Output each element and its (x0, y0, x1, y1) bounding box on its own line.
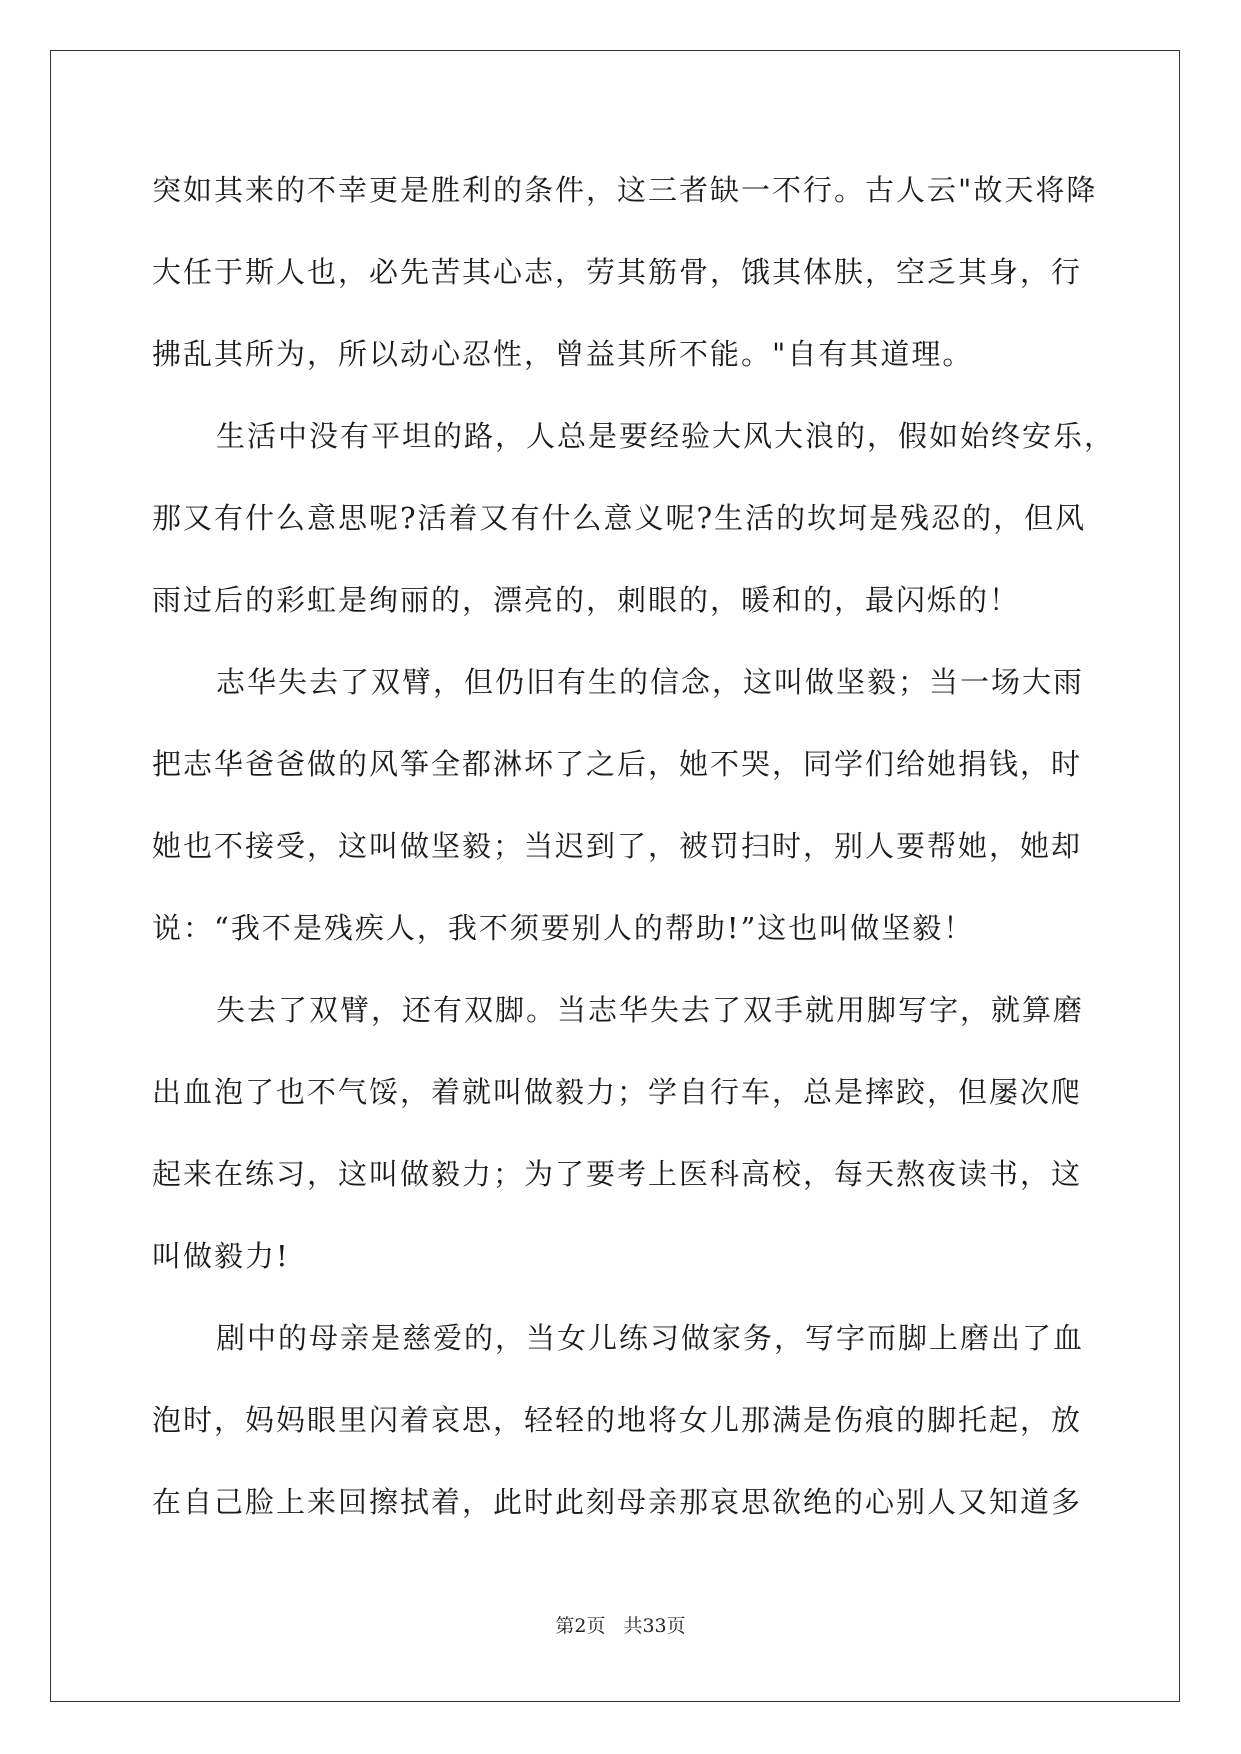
text-line: 在自己脸上来回擦拭着，此时此刻母亲那哀思欲绝的心别人又知道多 (152, 1485, 1083, 1519)
paragraph-first-line: 剧中的母亲是慈爱的，当女儿练习做家务，写字而脚上磨出了血 (216, 1321, 1085, 1355)
page-total: 共33页 (623, 1615, 686, 1637)
text-line: 她也不接受，这叫做坚毅；当迟到了，被罚扫时，别人要帮她，她却 (152, 829, 1083, 863)
page-footer (0, 1614, 1241, 1638)
paragraph-first-line: 生活中没有平坦的路，人总是要经验大风大浪的，假如始终安乐， (216, 419, 1116, 453)
text-line: 拂乱其所为，所以动心忍性，曾益其所不能。"自有其道理。 (152, 337, 974, 371)
text-line: 把志华爸爸做的风筝全都淋坏了之后，她不哭，同学们给她捐钱，时 (152, 747, 1083, 781)
text-line: 说：“我不是残疾人，我不须要别人的帮助!”这也叫做坚毅！ (152, 911, 975, 945)
text-line: 起来在练习，这叫做毅力；为了要考上医科高校，每天熬夜读书，这 (152, 1157, 1083, 1191)
page-number: 第2页 (555, 1615, 606, 1637)
text-line: 雨过后的彩虹是绚丽的，漂亮的，刺眼的，暖和的，最闪烁的！ (152, 583, 1021, 617)
text-line: 突如其来的不幸更是胜利的条件，这三者缺一不行。古人云"故天将降 (152, 173, 1098, 207)
text-line: 出血泡了也不气馁，着就叫做毅力；学自行车，总是摔跤，但屡次爬 (152, 1075, 1083, 1109)
paragraph-first-line: 志华失去了双臂，但仍旧有生的信念，这叫做坚毅；当一场大雨 (216, 665, 1085, 699)
text-line: 叫做毅力! (152, 1239, 290, 1273)
text-line: 泡时，妈妈眼里闪着哀思，轻轻的地将女儿那满是伤痕的脚托起，放 (152, 1403, 1083, 1437)
paragraph-first-line: 失去了双臂，还有双脚。当志华失去了双手就用脚写字，就算磨 (216, 993, 1085, 1027)
text-line: 那又有什么意思呢?活着又有什么意义呢?生活的坎坷是残忍的，但风 (152, 501, 1087, 535)
text-line: 大任于斯人也，必先苦其心志，劳其筋骨，饿其体肤，空乏其身，行 (152, 255, 1083, 289)
document-body (152, 167, 1116, 1561)
